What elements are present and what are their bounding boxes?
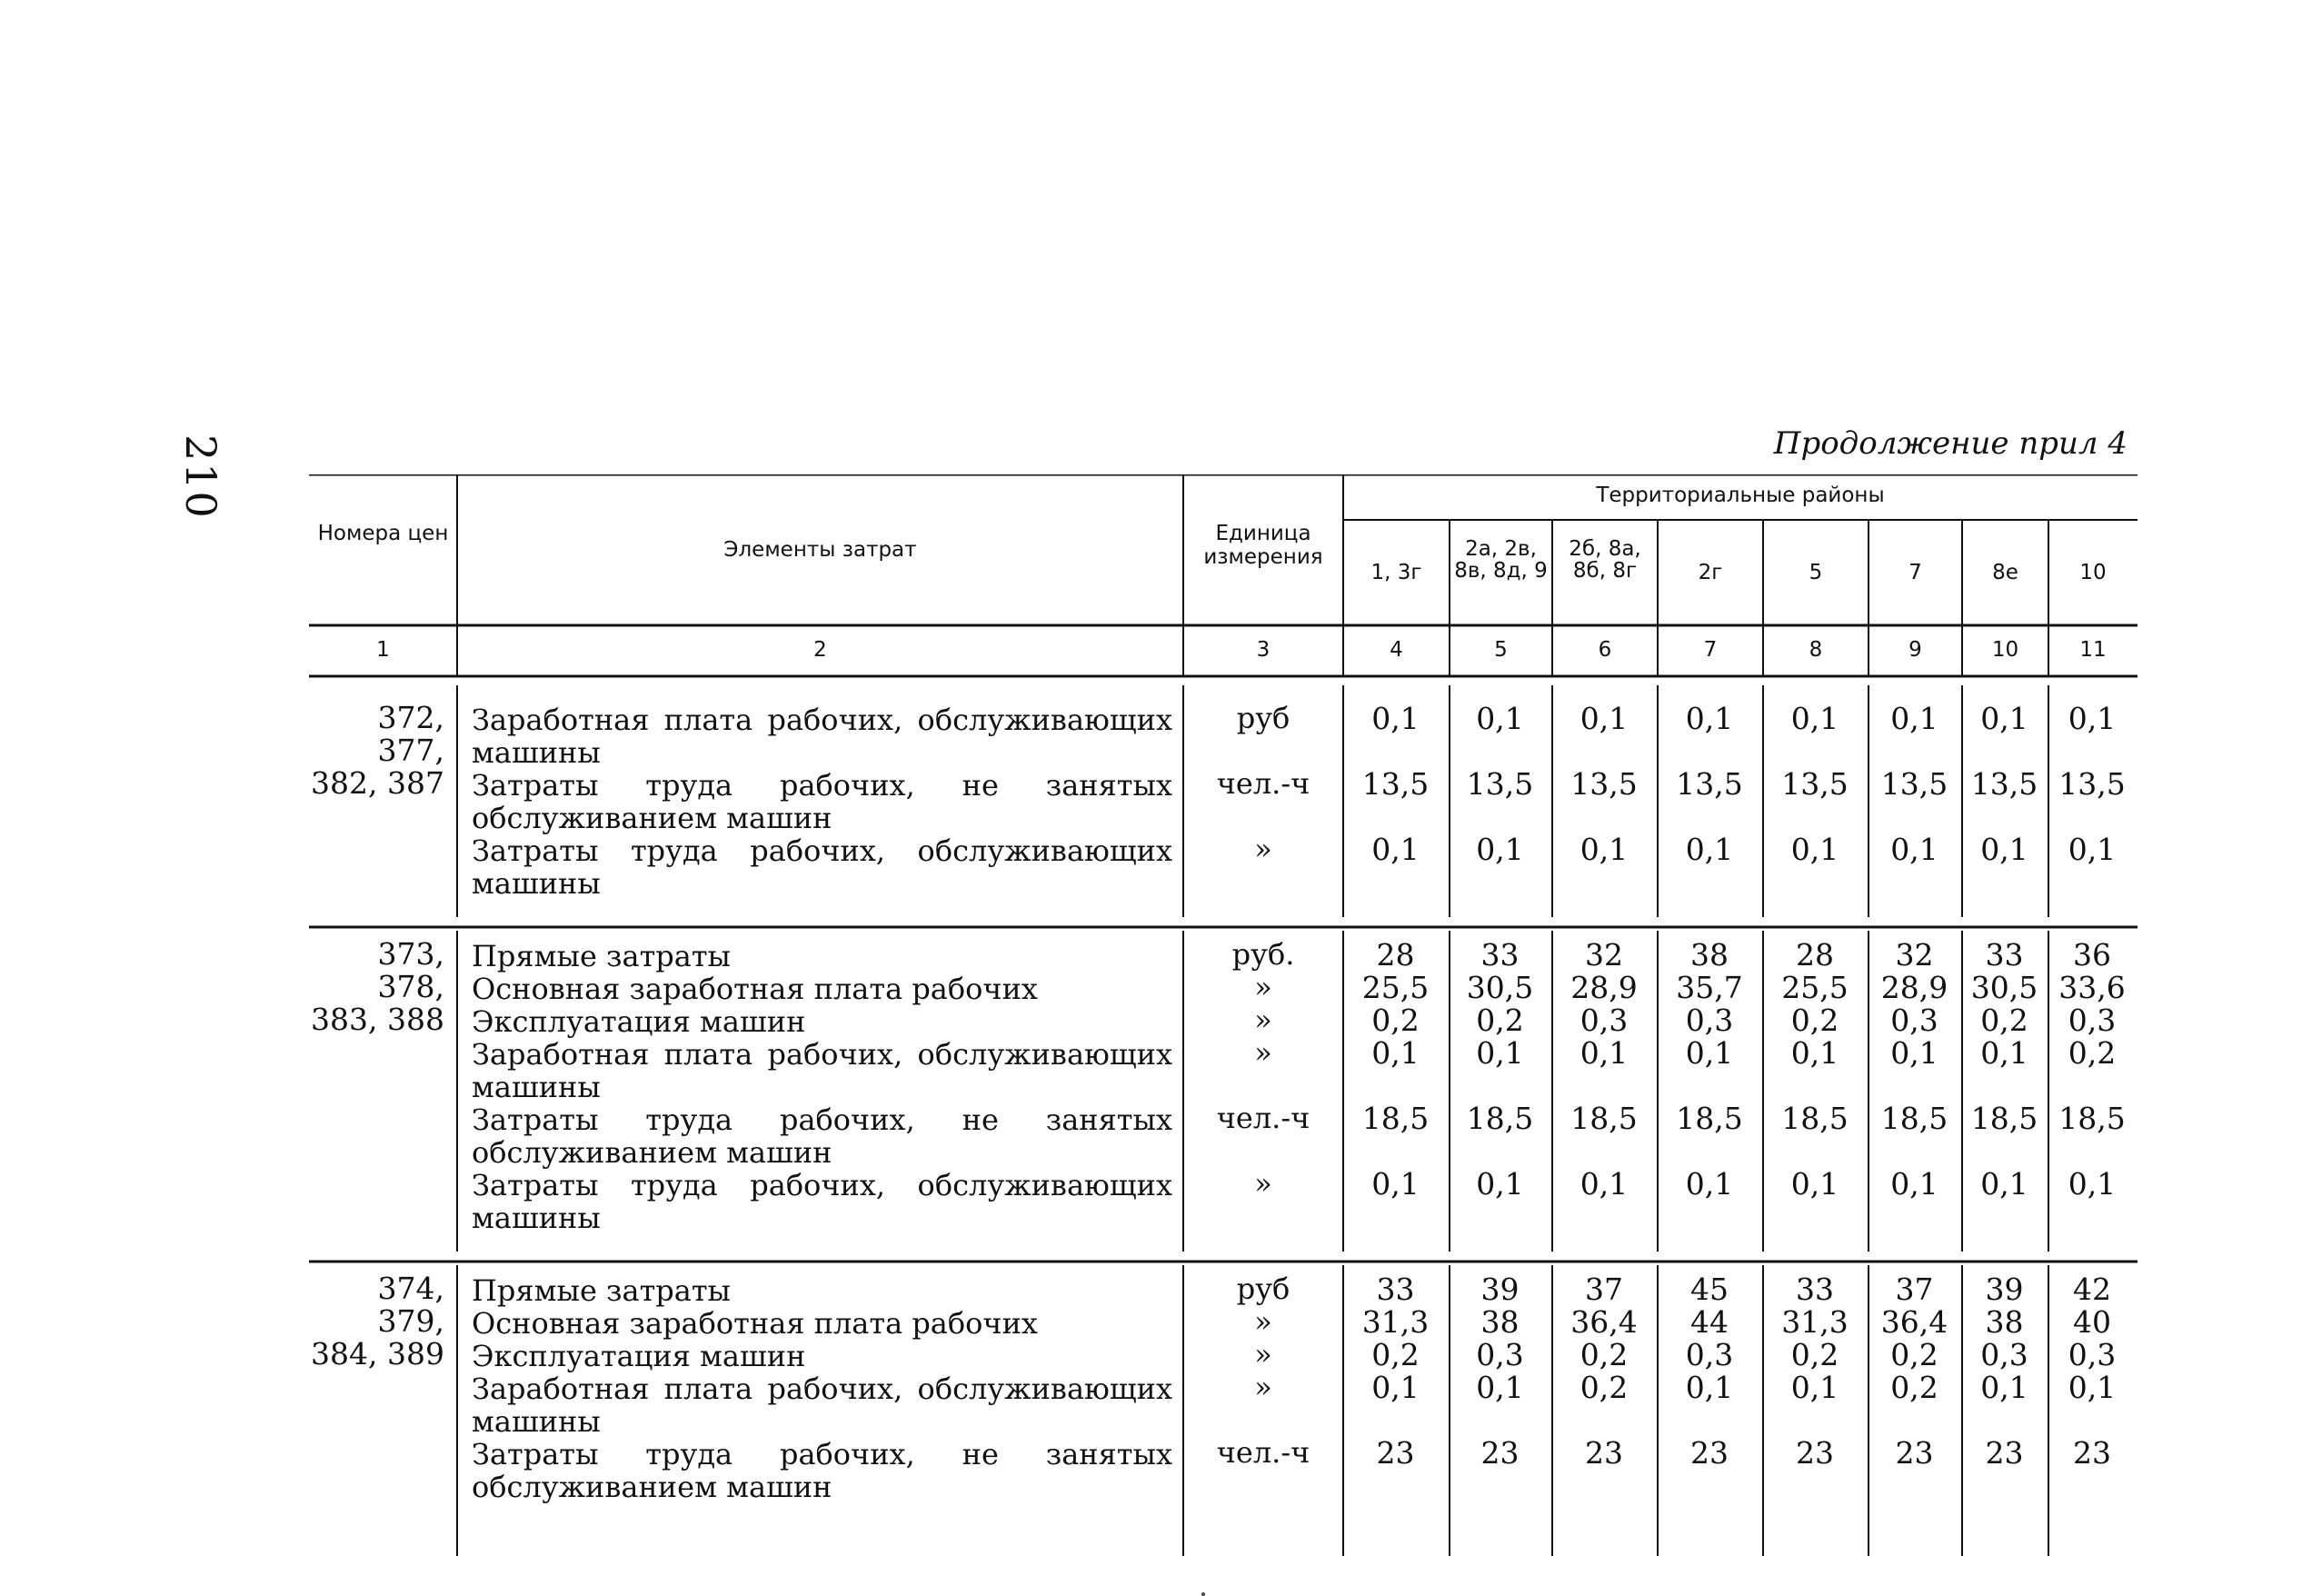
scan-speck — [1201, 1592, 1205, 1596]
header-index-4: 4 — [1390, 638, 1403, 662]
unit: руб — [1236, 701, 1291, 735]
value-col-10: 0,1 — [1980, 701, 2028, 736]
value-col-7: 0,1 — [1685, 1035, 1734, 1071]
header-elements: Элементы затрат — [723, 538, 917, 562]
header-unit: Единица измерения — [1203, 522, 1323, 569]
value-col-11: 0,3 — [2068, 1002, 2117, 1038]
value-col-11: 0,3 — [2068, 1337, 2117, 1372]
value-col-9: 28,9 — [1880, 970, 1948, 1005]
value-col-10: 23 — [1985, 1435, 2024, 1471]
value-col-5: 18,5 — [1466, 1101, 1534, 1136]
value-col-11: 42 — [2073, 1272, 2111, 1307]
header-index-11: 11 — [2079, 638, 2107, 662]
value-col-6: 28,9 — [1570, 970, 1638, 1005]
cost-element: Эксплуатация машин — [472, 1339, 806, 1373]
value-col-6: 0,1 — [1580, 832, 1629, 867]
unit: » — [1254, 1166, 1272, 1201]
price-numbers: 374, 379, 384, 389 — [311, 1271, 444, 1372]
header-index-6: 6 — [1598, 638, 1612, 662]
value-col-8: 0,1 — [1790, 701, 1839, 736]
value-col-7: 23 — [1690, 1435, 1729, 1471]
value-col-4: 0,2 — [1371, 1002, 1420, 1038]
value-col-4: 13,5 — [1361, 766, 1430, 802]
unit: » — [1254, 1337, 1272, 1372]
value-col-11: 13,5 — [2058, 766, 2126, 802]
value-col-5: 0,2 — [1476, 1002, 1524, 1038]
unit: » — [1254, 1002, 1272, 1037]
value-col-5: 0,1 — [1476, 1370, 1524, 1405]
value-col-10: 18,5 — [1970, 1101, 2038, 1136]
header-region-6: 7 — [1908, 561, 1922, 584]
header-regions: Территориальные районы — [1596, 484, 1885, 507]
cost-element: Основная заработная плата рабочих — [472, 1306, 1038, 1341]
value-col-6: 18,5 — [1570, 1101, 1638, 1136]
value-col-4: 18,5 — [1361, 1101, 1430, 1136]
value-col-8: 23 — [1796, 1435, 1834, 1471]
value-col-9: 0,1 — [1890, 1166, 1938, 1202]
value-col-6: 0,2 — [1580, 1337, 1629, 1372]
cost-element: Основная заработная плата рабочих — [472, 972, 1038, 1006]
value-col-8: 33 — [1796, 1272, 1834, 1307]
value-col-7: 0,3 — [1685, 1337, 1734, 1372]
value-col-11: 0,2 — [2068, 1035, 2117, 1071]
cost-element: Заработная плата рабочих, обслуживающих машины — [472, 1372, 1172, 1439]
value-col-6: 37 — [1585, 1272, 1623, 1307]
cost-element: Затраты труда рабочих, обслуживающих машины — [472, 1168, 1172, 1235]
value-col-7: 38 — [1690, 937, 1729, 973]
header-region-3: 2б, 8а, 8б, 8г — [1569, 537, 1641, 583]
value-col-10: 33 — [1985, 937, 2024, 973]
value-col-8: 0,2 — [1790, 1337, 1839, 1372]
value-col-7: 45 — [1690, 1272, 1729, 1307]
cost-element: Заработная плата рабочих, обслуживающих машины — [472, 1037, 1172, 1104]
value-col-5: 0,1 — [1476, 701, 1524, 736]
cost-element: Эксплуатация машин — [472, 1004, 806, 1039]
price-numbers: 372, 377, 382, 387 — [311, 700, 444, 801]
value-col-8: 0,1 — [1790, 1370, 1839, 1405]
value-col-4: 0,1 — [1371, 701, 1420, 736]
value-col-5: 38 — [1480, 1304, 1520, 1340]
cost-element: Заработная плата рабочих, обслуживающих машины — [472, 703, 1172, 770]
value-col-10: 0,1 — [1980, 1166, 2028, 1202]
value-col-11: 33,6 — [2058, 970, 2126, 1005]
value-col-9: 0,1 — [1890, 832, 1938, 867]
value-col-9: 0,2 — [1890, 1337, 1938, 1372]
unit: чел.-ч — [1216, 1101, 1310, 1135]
value-col-5: 39 — [1480, 1272, 1520, 1307]
value-col-7: 0,1 — [1685, 701, 1734, 736]
header-index-8: 8 — [1809, 638, 1823, 662]
value-col-7: 0,1 — [1685, 1166, 1734, 1202]
header-index-3: 3 — [1256, 638, 1271, 662]
unit: » — [1254, 1304, 1272, 1339]
value-col-5: 0,1 — [1476, 1166, 1524, 1202]
value-col-6: 0,2 — [1580, 1370, 1629, 1405]
value-col-4: 0,1 — [1371, 1035, 1420, 1071]
value-col-10: 0,1 — [1980, 1370, 2028, 1405]
unit: » — [1254, 1035, 1272, 1070]
value-col-4: 31,3 — [1361, 1304, 1430, 1340]
page-number: 210 — [176, 434, 225, 520]
value-col-6: 36,4 — [1570, 1304, 1638, 1340]
value-col-6: 0,1 — [1580, 1166, 1629, 1202]
cost-table — [309, 474, 2138, 1556]
value-col-11: 36 — [2073, 937, 2111, 973]
header-index-5: 5 — [1494, 638, 1508, 662]
value-col-10: 38 — [1985, 1304, 2024, 1340]
value-col-8: 0,1 — [1790, 1166, 1839, 1202]
unit: чел.-ч — [1216, 766, 1310, 801]
value-col-7: 0,3 — [1685, 1002, 1734, 1038]
header-index-1: 1 — [376, 638, 390, 662]
unit: руб — [1236, 1272, 1291, 1306]
value-col-7: 13,5 — [1676, 766, 1743, 802]
value-col-8: 31,3 — [1781, 1304, 1849, 1340]
header-region-7: 8е — [1992, 561, 2018, 584]
value-col-9: 23 — [1895, 1435, 1934, 1471]
value-col-7: 18,5 — [1676, 1101, 1743, 1136]
value-col-4: 25,5 — [1361, 970, 1430, 1005]
header-region-4: 2г — [1698, 561, 1723, 584]
value-col-6: 32 — [1585, 937, 1623, 973]
unit: » — [1254, 1370, 1272, 1404]
value-col-11: 0,1 — [2068, 701, 2117, 736]
value-col-8: 25,5 — [1781, 970, 1849, 1005]
value-col-4: 0,1 — [1371, 832, 1420, 867]
header-region-5: 5 — [1809, 561, 1823, 584]
unit: руб. — [1231, 937, 1295, 972]
value-col-4: 28 — [1376, 937, 1415, 973]
value-col-10: 0,1 — [1980, 832, 2028, 867]
cost-element: Затраты труда рабочих, не занятых обслуживанием машин — [472, 1437, 1172, 1504]
continuation-caption: Продолжение прил 4 — [1773, 425, 2128, 462]
value-col-10: 30,5 — [1970, 970, 2038, 1005]
value-col-9: 0,1 — [1890, 701, 1938, 736]
value-col-4: 23 — [1376, 1435, 1415, 1471]
value-col-4: 0,2 — [1371, 1337, 1420, 1372]
value-col-5: 30,5 — [1466, 970, 1534, 1005]
unit: » — [1254, 970, 1272, 1004]
value-col-5: 13,5 — [1466, 766, 1534, 802]
value-col-10: 39 — [1985, 1272, 2024, 1307]
value-col-6: 0,3 — [1580, 1002, 1629, 1038]
value-col-11: 18,5 — [2058, 1101, 2126, 1136]
value-col-5: 0,1 — [1476, 1035, 1524, 1071]
value-col-7: 35,7 — [1676, 970, 1743, 1005]
value-col-5: 0,3 — [1476, 1337, 1524, 1372]
header-number: Номера цен — [317, 522, 449, 545]
value-col-4: 0,1 — [1371, 1370, 1420, 1405]
unit: чел.-ч — [1216, 1435, 1310, 1470]
value-col-9: 0,1 — [1890, 1035, 1938, 1071]
value-col-4: 0,1 — [1371, 1166, 1420, 1202]
value-col-5: 23 — [1480, 1435, 1520, 1471]
cost-element: Затраты труда рабочих, обслуживающих машины — [472, 833, 1172, 901]
value-col-9: 37 — [1895, 1272, 1934, 1307]
value-col-9: 18,5 — [1880, 1101, 1948, 1136]
value-col-4: 33 — [1376, 1272, 1415, 1307]
value-col-11: 0,1 — [2068, 1370, 2117, 1405]
unit: » — [1254, 832, 1272, 866]
value-col-8: 0,1 — [1790, 1035, 1839, 1071]
value-col-8: 0,1 — [1790, 832, 1839, 867]
value-col-6: 0,1 — [1580, 1035, 1629, 1071]
value-col-8: 28 — [1796, 937, 1834, 973]
value-col-9: 36,4 — [1880, 1304, 1948, 1340]
value-col-8: 13,5 — [1781, 766, 1849, 802]
header-index-2: 2 — [813, 638, 827, 662]
header-region-2: 2а, 2в, 8в, 8д, 9 — [1454, 537, 1548, 583]
value-col-11: 23 — [2073, 1435, 2111, 1471]
price-numbers: 373, 378, 383, 388 — [311, 936, 444, 1037]
value-col-9: 0,2 — [1890, 1370, 1938, 1405]
cost-element: Затраты труда рабочих, не занятых обслуживанием машин — [472, 768, 1172, 835]
value-col-5: 33 — [1480, 937, 1520, 973]
cost-element: Прямые затраты — [472, 1273, 732, 1308]
header-index-10: 10 — [1991, 638, 2019, 662]
value-col-7: 0,1 — [1685, 1370, 1734, 1405]
cost-element: Прямые затраты — [472, 939, 732, 973]
value-col-11: 0,1 — [2068, 1166, 2117, 1202]
value-col-10: 0,1 — [1980, 1035, 2028, 1071]
value-col-9: 0,3 — [1890, 1002, 1938, 1038]
value-col-10: 0,2 — [1980, 1002, 2028, 1038]
value-col-6: 23 — [1585, 1435, 1623, 1471]
header-index-7: 7 — [1703, 638, 1718, 662]
value-col-11: 40 — [2073, 1304, 2111, 1340]
value-col-8: 18,5 — [1781, 1101, 1849, 1136]
header-region-8: 10 — [2079, 561, 2107, 584]
value-col-8: 0,2 — [1790, 1002, 1839, 1038]
value-col-6: 0,1 — [1580, 701, 1629, 736]
header-index-9: 9 — [1908, 638, 1922, 662]
header-region-1: 1, 3г — [1370, 561, 1422, 584]
value-col-6: 13,5 — [1570, 766, 1638, 802]
value-col-10: 13,5 — [1970, 766, 2038, 802]
cost-element: Затраты труда рабочих, не занятых обслуживанием машин — [472, 1102, 1172, 1170]
value-col-7: 0,1 — [1685, 832, 1734, 867]
value-col-7: 44 — [1690, 1304, 1729, 1340]
value-col-9: 32 — [1895, 937, 1934, 973]
value-col-5: 0,1 — [1476, 832, 1524, 867]
value-col-9: 13,5 — [1880, 766, 1948, 802]
value-col-11: 0,1 — [2068, 832, 2117, 867]
value-col-10: 0,3 — [1980, 1337, 2028, 1372]
